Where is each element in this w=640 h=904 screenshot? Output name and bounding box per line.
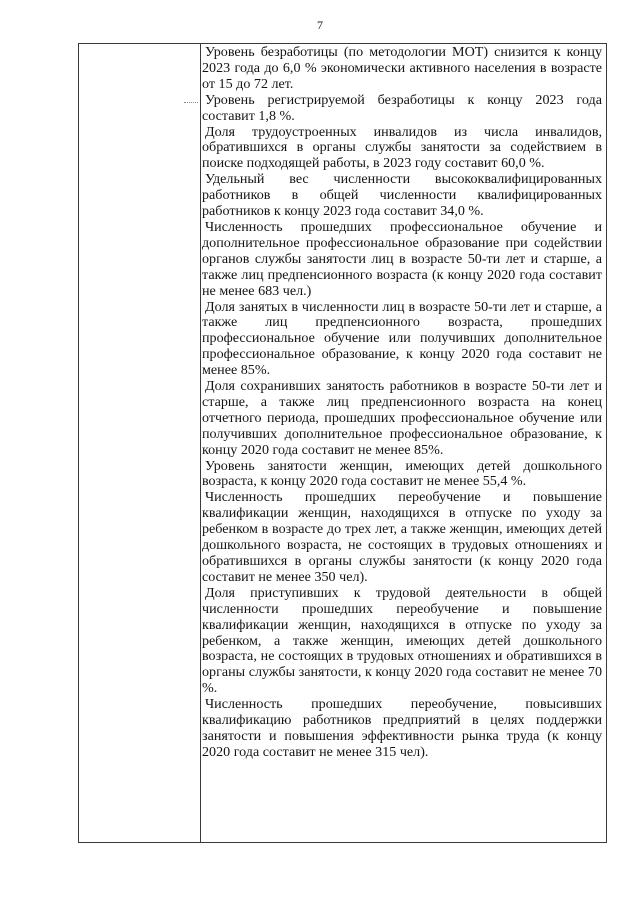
scan-mark [184,102,198,103]
indicator-high-qualified-share: Удельный вес численности высококвалифицированных работников в общей численности квалифицированных работников к концу 2023 года составит 34,0 %. [202,171,602,220]
column-divider [200,44,201,842]
indicator-women-started-work-share: Доля приступивших к трудовой деятельности в общей численности прошедших переобучение и повышение квалификации женщин, находящихся в отпуске по уходу за ребенком, а также женщин, имеющих детей дошкольного возраста, не состоящих в трудовых отношениях и обратившихся в органы службы занятости, к концу 2020 года составит не менее 70 %. [202,584,602,697]
indicator-women-employment-rate: Уровень занятости женщин, имеющих детей дошкольного возраста, к концу 2020 года составит не менее 55,4 %. [202,457,602,490]
indicator-women-retraining-count: Численность прошедших переобучение и повышение квалификации женщин, находящихся в отпуске по уходу за ребенком в возрасте до трех лет, а также женщин, имеющих детей дошкольного возраста, не состоящих в трудовых отношениях и обратившихся в органы службы занятости (к концу 2020 года составит не менее 350 чел). [202,489,602,585]
table-right-column [202,45,602,761]
table-left-column [79,44,200,842]
page-number: 7 [317,18,323,32]
indicator-retained-50plus-share: Доля сохранивших занятость работников в возрасте 50-ти лет и старше, а также лиц предпенсионного возраста на конец отчетного периода, прошедших профессиональное обучение или получивших дополнительное профессиональное образование, к концу 2020 года составит не менее 85%. [202,378,602,458]
indicators-table [78,43,607,843]
indicator-enterprise-retraining-count: Численность прошедших переобучение, повысивших квалификацию работников предприятий в целях поддержки занятости и повышения эффективности рынка труда (к концу 2020 года составит не менее 315 чел). [202,696,602,760]
indicator-unemployment-ilo: Уровень безработицы (по методологии МОТ) снизится к концу 2023 года до 6,0 % экономически активного населения в возрасте от 15 до 72 лет. [202,44,602,92]
indicator-registered-unemployment: Уровень регистрируемой безработицы к концу 2023 года составит 1,8 %. [202,91,602,124]
indicator-disabled-employment: Доля трудоустроенных инвалидов из числа инвалидов, обратившихся в органы службы занятости за содействием в поиске подходящей работы, в 2023 году составит 60,0 %. [202,123,602,172]
indicator-employed-50plus-share: Доля занятых в численности лиц в возрасте 50-ти лет и старше, а также лиц предпенсионного возраста, прошедших профессиональное обучение или получивших дополнительное профессиональное образование, к концу 2020 года составит не менее 85%. [202,298,602,379]
indicator-training-50plus-count: Численность прошедших профессиональное обучение и дополнительное профессиональное образование при содействии органов службы занятости лиц в возрасте 50-ти лет и старше, а также лиц предпенсионного возраста (к концу 2020 года составит не менее 683 чел.) [202,218,602,299]
